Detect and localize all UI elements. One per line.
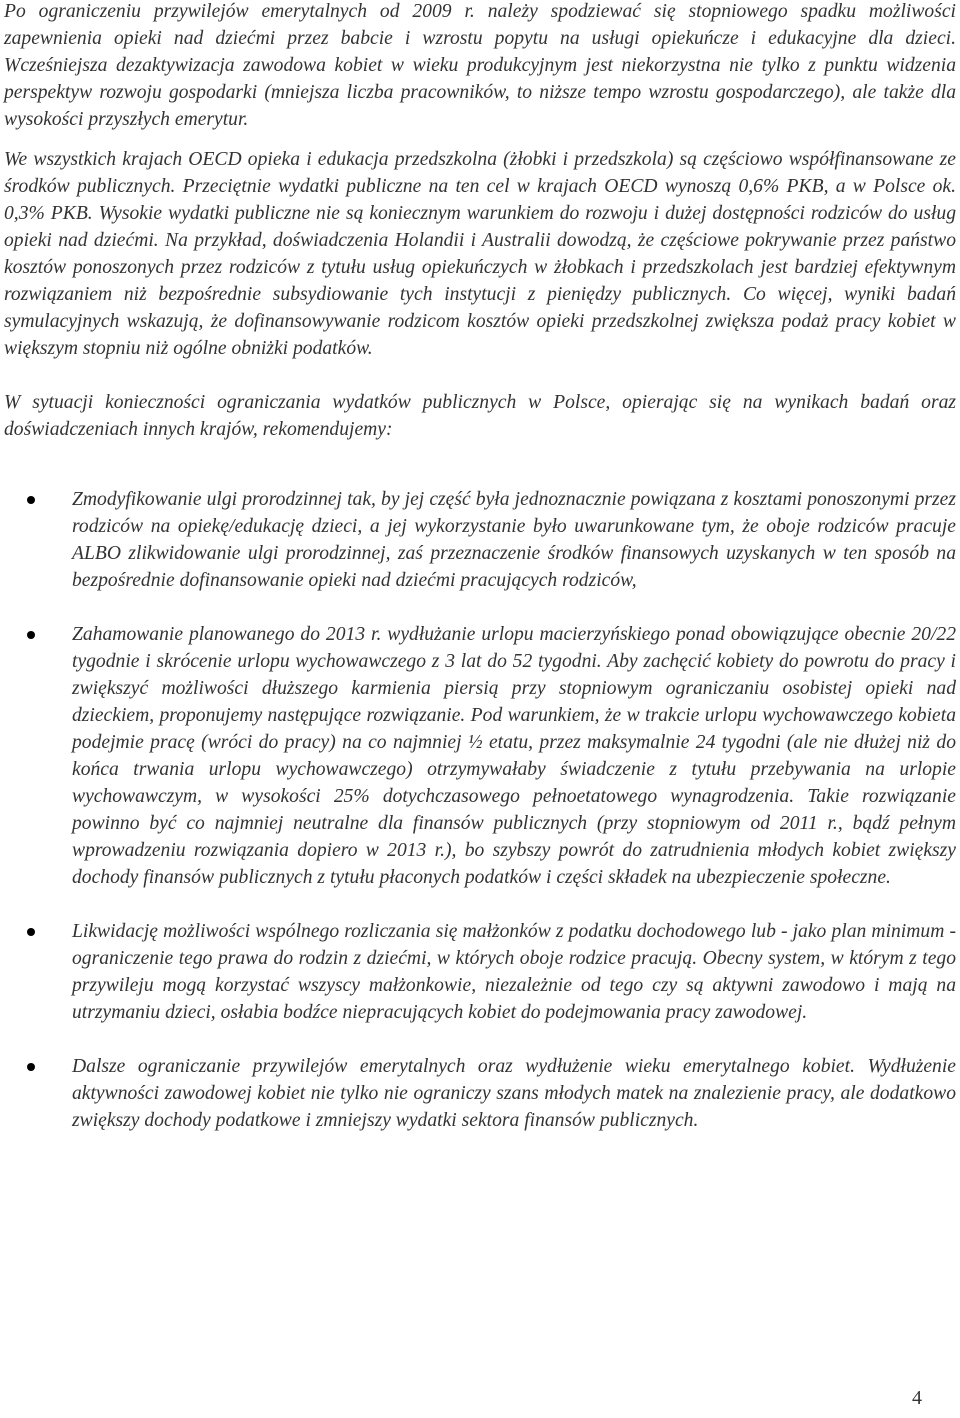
list-item <box>4 486 956 594</box>
bullet-icon <box>27 631 35 639</box>
recommendation-text: Zahamowanie planowanego do 2013 r. wydłużanie urlopu macierzyńskiego ponad obowiązujące obecnie 20/22 tygodnie i skrócenie urlopu wychowawczego z 3 lat do 52 tygodni. Aby zachęcić kobiety do powrotu do pracy i zwiększyć możliwości dłuższego karmienia piersią przy stopniowym ograniczaniu osobistej opieki nad dzieckiem, proponujemy następujące rozwiązanie. Pod warunkiem, że w trakcie urlopu wychowawczego kobieta podejmie pracę (wróci do pracy) na co najmniej ½ etatu, przez maksymalnie 24 tygodni (ale nie dłużej niż do końca trwania urlopu wychowawczego) otrzymywałaby świadczenie z tytułu przebywania na urlopie wychowawczym, w wysokości 25% dotychczasowego pełnoetatowego wynagrodzenia. Takie rozwiązanie powinno być co najmniej neutralne dla finansów publicznych (przy stopniowym od 2011 r., bądź pełnym wprowadzeniu rozwiązania dopiero w 2013 r.), bo szybszy powrót do zatrudnienia młodych kobiet zwiększy dochody finansów publicznych z tytułu płaconych podatków i części składek na ubezpieczenie społeczne. <box>72 624 956 888</box>
bullet-icon <box>27 1063 35 1071</box>
paragraph-pension-privileges: Po ograniczeniu przywilejów emerytalnych od 2009 r. należy spodziewać się stopniowego spadku możliwości zapewnienia opieki nad dziećmi przez babcie i wzrostu popytu na usługi opiekuńcze i edukacyjne dla dzieci. Wcześniejsza dezaktywizacja zawodowa kobiet w wieku produkcyjnym jest niekorzystna nie tylko z punktu widzenia perspektyw rozwoju gospodarki (mniejsza liczba pracowników, to niższe tempo wzrostu gospodarczego), ale także dla wysokości przyszłych emerytur. <box>4 1 956 130</box>
list-item <box>4 918 956 1026</box>
page-number: 4 <box>912 1387 922 1409</box>
paragraph-oecd-preschool: We wszystkich krajach OECD opieka i edukacja przedszkolna (żłobki i przedszkola) są częściowo współfinansowane ze środków publicznych. Przeciętnie wydatki publiczne na ten cel w krajach OECD wynoszą 0,6% PKB, a w Polsce ok. 0,3% PKB. Wysokie wydatki publiczne nie są koniecznym warunkiem do rozwoju i dużej dostępności rodziców do usług opieki nad dziećmi. Na przykład, doświadczenia Holandii i Australii dowodzą, że częściowe pokrywanie przez państwo kosztów ponoszonych przez rodziców z tytułu usług opiekuńczych w żłobkach i przedszkolach jest bardziej efektywnym rozwiązaniem niż bezpośrednie subsydiowanie tych instytucji z pieniędzy publicznych. Co więcej, wyniki badań symulacyjnych wskazują, że dofinansowywanie rodzicom kosztów opieki przedszkolnej zwiększa podaż pracy kobiet w większym stopniu niż ogólne obniżki podatków. <box>4 149 956 359</box>
recommendations-list <box>4 486 956 1134</box>
list-item <box>4 1053 956 1134</box>
recommendation-text: Dalsze ograniczanie przywilejów emerytalnych oraz wydłużenie wieku emerytalnego kobiet. Wydłużenie aktywności zawodowej kobiet nie tylko nie ograniczy szans młodych matek na znalezienie pracy, ale dodatkowo zwiększy dochody podatkowe i zmniejszy wydatki sektora finansów publicznych. <box>72 1056 956 1131</box>
bullet-icon <box>27 928 35 936</box>
bullet-icon <box>27 496 35 504</box>
list-item <box>4 621 956 891</box>
recommendation-text: Zmodyfikowanie ulgi prorodzinnej tak, by jej część była jednoznacznie powiązana z kosztami ponoszonymi przez rodziców na opiekę/edukację dzieci, a jej wykorzystanie było uwarunkowane tym, że oboje rodziców pracuje ALBO zlikwidowanie ulgi prorodzinnej, zaś przeznaczenie środków finansowych uzyskanych w ten sposób na bezpośrednie dofinansowanie opieki nad dziećmi pracujących rodziców, <box>72 489 956 591</box>
document-page <box>4 0 956 1134</box>
recommendation-text: Likwidację możliwości wspólnego rozliczania się małżonków z podatku dochodowego lub - jako plan minimum - ograniczenie tego prawa do rodzin z dziećmi, w których oboje rodzice pracują. Obecny system, w którym z tego przywileju mogą korzystać wszyscy małżonkowie, niezależnie od tego czy są aktywni zawodowo i mają na utrzymaniu dzieci, osłabia bodźce niepracujących kobiet do podejmowania pracy zawodowej. <box>72 921 956 1023</box>
paragraph-recommendations-intro: W sytuacji konieczności ograniczania wydatków publicznych w Polsce, opierając się na wynikach badań oraz doświadczeniach innych krajów, rekomendujemy: <box>4 392 956 440</box>
